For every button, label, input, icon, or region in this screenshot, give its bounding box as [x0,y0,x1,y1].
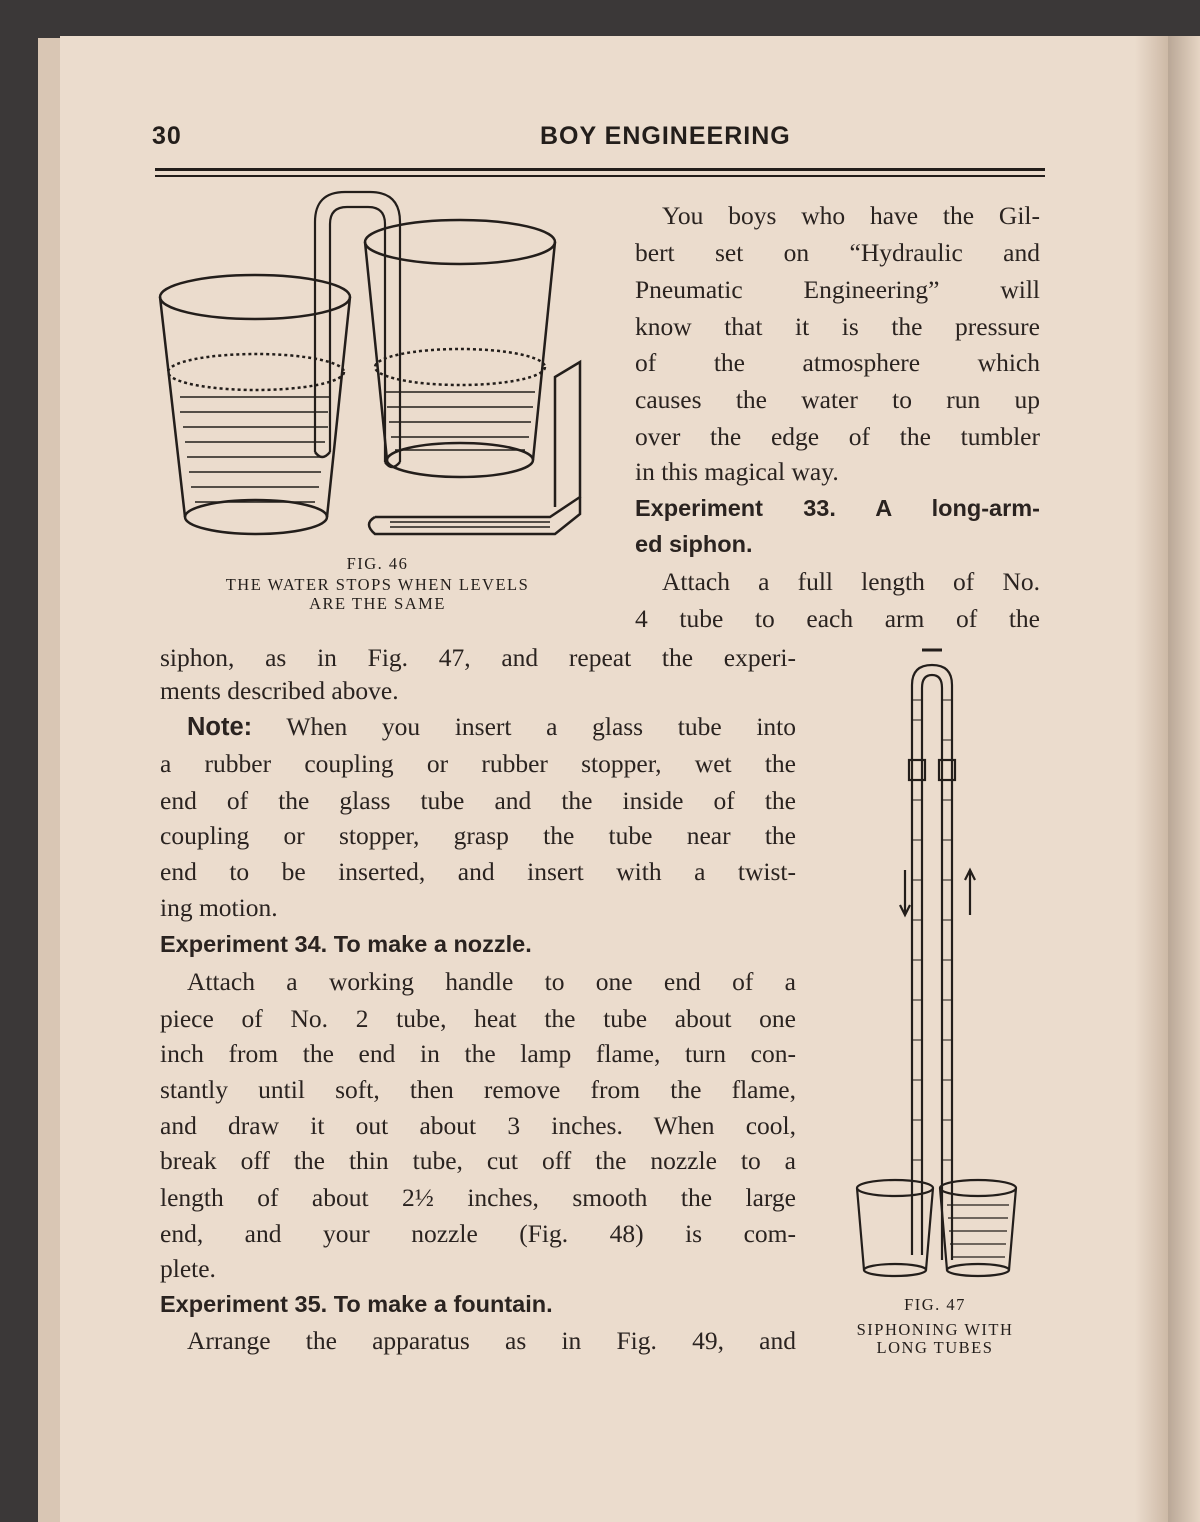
text-line: Attach a full length of No. [662,567,1040,596]
page-number: 30 [152,122,182,150]
text-line: end of the glass tube and the inside of the [160,786,796,815]
fig47-long-siphon-illustration [850,640,1025,1290]
text-line: ments described above. [160,676,399,705]
fig46-caption-line2: ARE THE SAME [309,594,446,613]
text-line: Pneumatic Engineering” will [635,275,1040,304]
text-line: plete. [160,1254,216,1283]
text-line: causes the water to run up [635,385,1040,414]
text-line: and draw it out about 3 inches. When cool, [160,1111,796,1140]
experiment-heading: Experiment 33. A long-arm- [635,495,1040,521]
text-line: length of about 2½ inches, smooth the large [160,1183,796,1212]
page-gutter [1135,36,1168,1522]
running-title: BOY ENGINEERING [540,122,791,150]
text-line: end to be inserted, and insert with a twist- [160,857,796,886]
text-line: of the atmosphere which [635,348,1040,377]
text-line: Attach a working handle to one end of a [187,967,796,996]
text-line: end, and your nozzle (Fig. 48) is com- [160,1219,796,1248]
header-rule [155,168,1045,171]
text-line: coupling or stopper, grasp the tube near the [160,821,796,850]
text-line [187,712,796,742]
text-line: a rubber coupling or rubber stopper, wet the [160,749,796,778]
header-rule-thin [155,175,1045,177]
text-line-body: When you insert a glass tube into [252,712,796,741]
text-line: ing motion. [160,893,278,922]
fig46-caption-line1: THE WATER STOPS WHEN LEVELS [225,575,530,594]
text-line: siphon, as in Fig. 47, and repeat the experi- [160,643,796,672]
text-line: 4 tube to each arm of the [635,604,1040,633]
text-line: inch from the end in the lamp flame, turn con- [160,1039,796,1068]
text-line: know that it is the pressure [635,312,1040,341]
text-line: You boys who have the Gil- [662,201,1040,230]
text-line: over the edge of the tumbler [635,422,1040,451]
note-label: Note: [187,713,253,741]
fig47-caption-line1: SIPHONING WITH [856,1320,1014,1339]
text-line: break off the thin tube, cut off the nozzle to a [160,1146,796,1175]
fig47-label: FIG. 47 [904,1295,966,1314]
text-line: bert set on “Hydraulic and [635,238,1040,267]
experiment-heading: Experiment 34. To make a nozzle. [160,931,532,957]
fig46-label: FIG. 46 [346,554,409,573]
fig47-caption-line2: LONG TUBES [876,1338,994,1357]
text-line: piece of No. 2 tube, heat the tube about one [160,1004,796,1033]
fig46-siphon-illustration [155,182,605,557]
text-line: stantly until soft, then remove from the flame, [160,1075,796,1104]
text-line: in this magical way. [635,457,839,486]
next-page-edge [1168,36,1200,1522]
text-line: Arrange the apparatus as in Fig. 49, and [187,1326,796,1355]
experiment-heading: ed siphon. [635,531,753,557]
experiment-heading: Experiment 35. To make a fountain. [160,1291,553,1317]
